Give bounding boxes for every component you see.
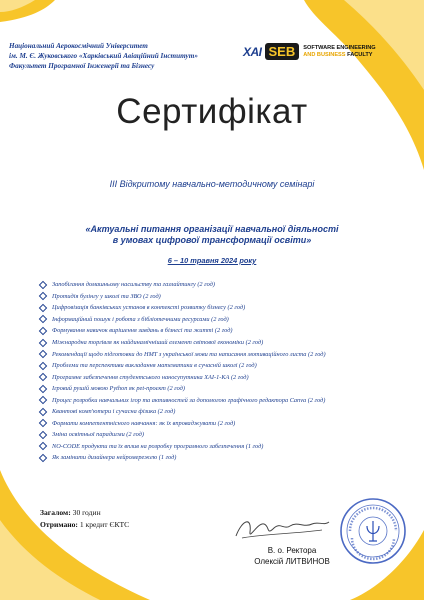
diamond-bullet-icon <box>39 373 47 381</box>
list-item <box>40 291 410 303</box>
list-item-text: Квантові комп'ютери і сучасна фізика (2 год) <box>52 408 176 416</box>
list-item <box>40 337 410 349</box>
list-item-text: Протидія булінгу у школі та ЗВО (2 год) <box>52 292 161 300</box>
list-item-text: Запобігання домашньому насильству та газлайтингу (2 год) <box>52 281 215 289</box>
seb-logo: SEB <box>265 43 300 60</box>
logo-caption-line1: SOFTWARE ENGINEERING <box>303 44 376 51</box>
list-item <box>40 279 410 291</box>
seminar-name: III Відкритому навчально-методичному семінарі <box>109 179 315 189</box>
diamond-bullet-icon <box>39 442 47 450</box>
diamond-bullet-icon <box>39 454 47 462</box>
rector-name: Олексій ЛИТВИНОВ <box>254 557 330 566</box>
diamond-bullet-icon <box>39 361 47 369</box>
seminar-dates: 6 – 10 травня 2024 року <box>167 256 257 265</box>
list-item <box>40 429 410 441</box>
list-item <box>40 360 410 372</box>
list-item <box>40 314 410 326</box>
diamond-bullet-icon <box>39 408 47 416</box>
diamond-bullet-icon <box>39 292 47 300</box>
xai-logo: XAI <box>243 44 262 59</box>
list-item-text: Програмне забезпечення студентського наносупутника ХАІ-1-КА (2 год) <box>52 373 249 381</box>
total-value: 30 годин <box>72 508 101 517</box>
list-item-text: Формати компетентнісного навчання: як їх впроваджувати (2 год) <box>52 419 236 427</box>
bottom-left-decoration <box>0 470 150 600</box>
list-item-text: Інформаційний пошук і робота з бібліотечними ресурсами (2 год) <box>52 315 229 323</box>
diamond-bullet-icon <box>39 304 47 312</box>
list-item <box>40 325 410 337</box>
totals-block <box>40 507 129 531</box>
diamond-bullet-icon <box>39 396 47 404</box>
list-item <box>40 441 410 453</box>
institute-name: ім. М. Є. Жуковського «Харківський Авіаційний Інститут» <box>9 52 198 61</box>
list-item-text: Процес розробки навчальних ігор та активностей за допомогою графічного редактора Canva (2 год) <box>52 396 326 404</box>
diamond-bullet-icon <box>39 350 47 358</box>
list-item <box>40 371 410 383</box>
list-item-text: Зміна освітньої парадигми (2 год) <box>52 431 144 439</box>
diamond-bullet-icon <box>39 419 47 427</box>
faculty-name: Факультет Програмної Інженерії та Бізнесу <box>9 62 155 71</box>
faculty-logo <box>243 43 376 60</box>
received-label: Отримано: <box>40 520 78 529</box>
list-item-text: Проблеми та перспективи викладання математики в сучасній школі (2 год) <box>52 362 257 370</box>
top-right-decoration <box>284 0 424 180</box>
list-item <box>40 418 410 430</box>
signature-icon <box>232 508 332 546</box>
total-label: Загалом: <box>40 508 71 517</box>
received-value: 1 кредит ЄКТС <box>79 520 130 529</box>
list-item <box>40 348 410 360</box>
rector-title: В. о. Ректора <box>267 546 317 555</box>
certificate-title: Сертифікат <box>116 92 308 131</box>
total-hours <box>40 507 129 519</box>
topic-line-2: в умовах цифрової трансформації освіти» <box>112 235 312 245</box>
list-item <box>40 394 410 406</box>
diamond-bullet-icon <box>39 384 47 392</box>
list-item <box>40 383 410 395</box>
topic-line-1: «Актуальні питання організації навчальної діяльності <box>85 224 339 234</box>
logo-caption-and: AND BUSINESS <box>303 51 346 58</box>
logo-caption-faculty: FACULTY <box>347 51 373 58</box>
credits-received <box>40 519 129 531</box>
rector-signature-block <box>232 545 352 567</box>
list-item-text: Формування навичок вирішення завдань в бізнесі та житті (2 год) <box>52 327 233 335</box>
diamond-bullet-icon <box>39 338 47 346</box>
list-item-text: NO-CODE продукти та їх вплив на розробку програмного забезпечення (1 год) <box>52 442 264 450</box>
logo-caption <box>303 45 375 59</box>
list-item-text: Як замінити дизайнера нейромережею (1 год) <box>52 454 177 462</box>
university-name: Національний Аерокосмічний Університет <box>9 42 148 50</box>
diamond-bullet-icon <box>39 327 47 335</box>
list-item <box>40 302 410 314</box>
diamond-bullet-icon <box>39 281 47 289</box>
list-item-text: Цифровізація банківських установ в контексті розвитку бізнесу (2 год) <box>52 304 246 312</box>
diamond-bullet-icon <box>39 431 47 439</box>
seminar-topic <box>0 224 424 246</box>
list-item-text: Ігровий рушій мовою Python як pet-проєкт (2 год) <box>52 385 185 393</box>
university-header <box>9 41 239 72</box>
list-item-text: Рекомендації щодо підготовки до НМТ з української мови та написання мотиваційного листа (2 год) <box>52 350 326 358</box>
list-item <box>40 452 410 464</box>
list-item <box>40 406 410 418</box>
diamond-bullet-icon <box>39 315 47 323</box>
topics-list <box>40 279 410 464</box>
list-item-text: Міжнародна торгівля як найдинамічніший елемент світової економіки (2 год) <box>52 339 264 346</box>
